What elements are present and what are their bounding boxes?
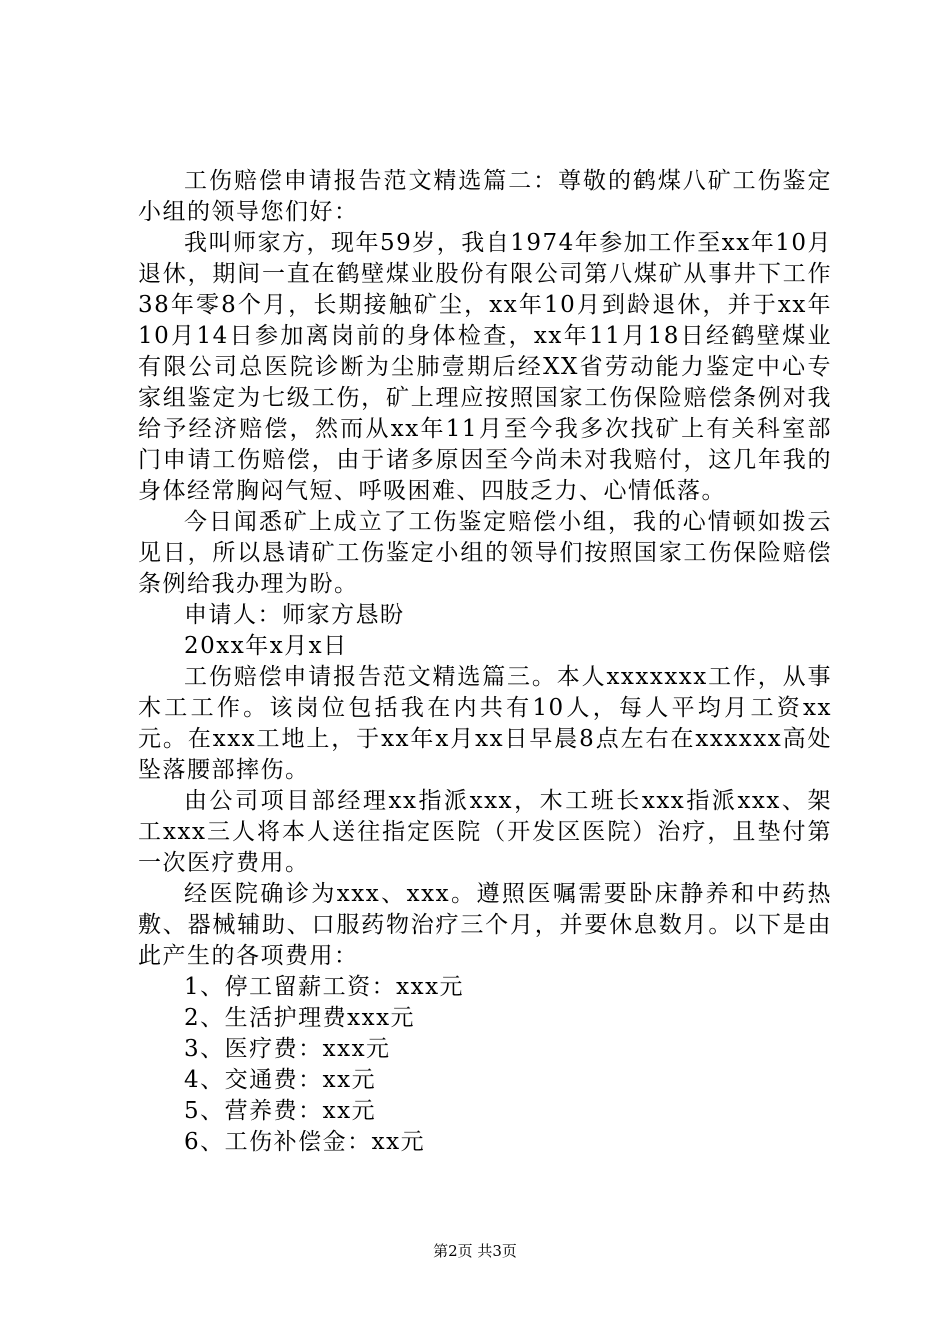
- expense-item: 2、生活护理费xxx元: [184, 1005, 416, 1031]
- expense-item: 3、医疗费：xxx元: [184, 1036, 391, 1062]
- expense-item: 4、交通费：xx元: [184, 1067, 377, 1093]
- expense-item: 5、营养费：xx元: [184, 1098, 377, 1124]
- paragraph-treatment: 由公司项目部经理xx指派xxx，木工班长xxx指派xxx、架工xxx三人将本人送往指定医院（开发区医院）治疗，且垫付第一次医疗费用。: [138, 788, 832, 876]
- expense-item: 6、工伤补偿金：xx元: [184, 1129, 426, 1155]
- paragraph-intro: 工伤赔偿申请报告范文精选篇二：尊敬的鹤煤八矿工伤鉴定小组的领导您们好：: [138, 168, 832, 225]
- page-footer: 第2页 共3页: [433, 1242, 517, 1260]
- date-line: 20xx年x月x日: [184, 633, 348, 659]
- paragraph-statement: 我叫师家方，现年59岁，我自1974年参加工作至xx年10月退休，期间一直在鹤壁煤业股份有限公司第八煤矿从事井下工作38年零8个月，长期接触矿尘，xx年10月到龄退休，并于xx年10月14日参加离岗前的身体检查，xx年11月18日经鹤壁煤业有限公司总医院诊断为尘肺壹期后经XX省劳动能力鉴定中心专家组鉴定为七级工伤，矿上理应按照国家工伤保险赔偿条例对我给予经济赔偿，然而从xx年11月至今我多次找矿上有关科室部门申请工伤赔偿，由于诸多原因至今尚未对我赔付，这几年我的身体经常胸闷气短、呼吸困难、四肢乏力、心情低落。: [138, 230, 833, 504]
- expense-item: 1、停工留薪工资：xxx元: [184, 974, 465, 1000]
- expense-list: [138, 972, 832, 1158]
- paragraph-case-three: 工伤赔偿申请报告范文精选篇三。本人xxxxxxx工作，从事木工工作。该岗位包括我在内共有10人，每人平均月工资xx元。在xxx工地上，于xx年x月xx日早晨8点左右在xxxxxx高处坠落腰部摔伤。: [138, 664, 832, 783]
- paragraph-diagnosis: 经医院确诊为xxx、xxx。遵照医嘱需要卧床静养和中药热敷、器械辅助、口服药物治疗三个月，并要休息数月。以下是由此产生的各项费用：: [138, 881, 832, 969]
- document-body: [138, 166, 832, 1158]
- paragraph-request: 今日闻悉矿上成立了工伤鉴定赔偿小组，我的心情顿如拨云见日，所以恳请矿工伤鉴定小组的领导们按照国家工伤保险赔偿条例给我办理为盼。: [138, 509, 832, 597]
- applicant-line: 申请人：师家方恳盼: [184, 602, 405, 628]
